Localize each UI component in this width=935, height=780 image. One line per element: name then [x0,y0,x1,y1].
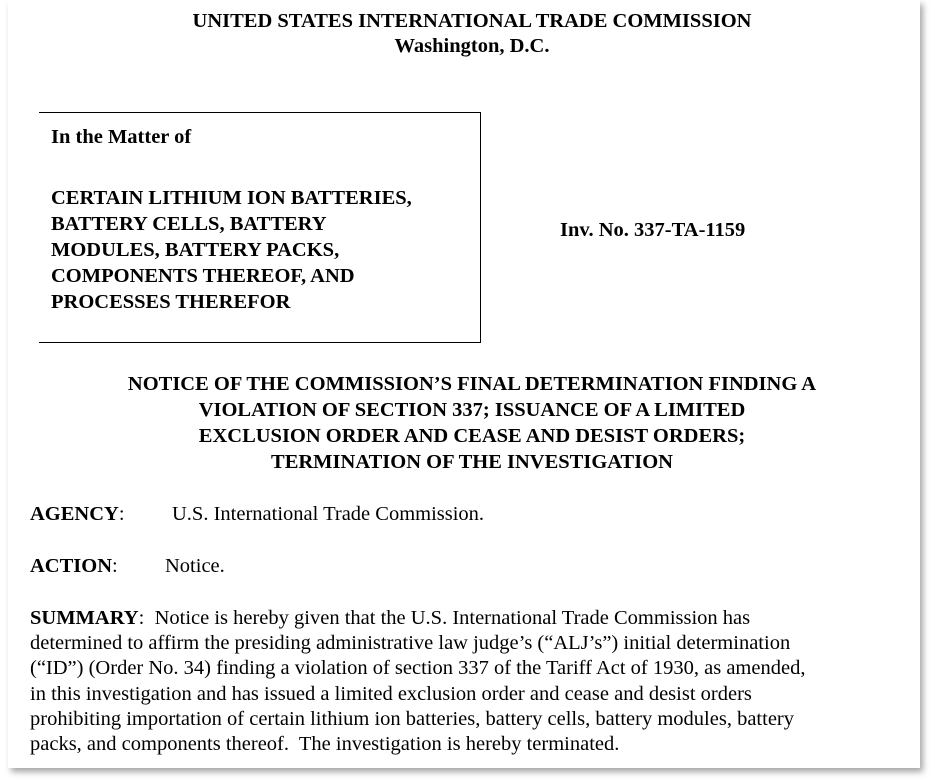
summary-line: prohibiting importation of certain lithium ion batteries, battery cells, battery modules, battery [30,707,794,730]
header-location: Washington, D.C. [394,35,550,57]
summary-line: packs, and components thereof. The investigation is hereby terminated. [30,733,620,756]
notice-title [8,371,920,475]
matter-title-line: MODULES, BATTERY PACKS, [51,239,340,261]
matter-title-line: PROCESSES THEREFOR [51,291,291,313]
summary-line: determined to affirm the presiding administrative law judge’s (“ALJ’s”) initial determination [30,632,791,655]
summary-line [30,606,910,631]
matter-title-line: CERTAIN LITHIUM ION BATTERIES, [51,187,412,209]
agency-colon: : [118,503,125,525]
summary-text: Notice is hereby given that the U.S. International Trade Commission has [144,607,751,629]
investigation-number: Inv. No. 337-TA-1159 [560,219,746,241]
action-colon: : [112,555,118,577]
matter-of-label: In the Matter of [51,126,192,148]
action-field [30,554,225,579]
agency-label: AGENCY [30,503,119,525]
matter-title-line: BATTERY CELLS, BATTERY [51,213,327,235]
agency-field [30,502,485,527]
matter-title-line: COMPONENTS THEREOF, AND [51,265,355,287]
summary-colon: : [138,607,145,629]
notice-title-line: NOTICE OF THE COMMISSION’S FINAL DETERMINATION FINDING A [127,373,817,395]
summary-line: (“ID”) (Order No. 34) finding a violation of section 337 of the Tariff Act of 1930, as amended, [30,657,806,680]
agency-header [8,9,920,59]
action-label: ACTION [30,555,113,577]
notice-title-line: VIOLATION OF SECTION 337; ISSUANCE OF A LIMITED [198,399,746,421]
header-agency-name: UNITED STATES INTERNATIONAL TRADE COMMISSION [192,10,752,32]
summary-label: SUMMARY [30,607,139,629]
document-page [8,0,920,768]
summary-paragraph [30,606,910,757]
notice-title-line: TERMINATION OF THE INVESTIGATION [271,451,673,473]
notice-title-line: EXCLUSION ORDER AND CEASE AND DESIST ORDERS; [198,425,746,447]
matter-title [51,185,412,315]
summary-line: in this investigation and has issued a limited exclusion order and cease and desist orders [30,682,752,705]
agency-value: U.S. International Trade Commission. [172,503,485,525]
action-value: Notice. [165,555,225,577]
case-caption-box [39,112,481,343]
